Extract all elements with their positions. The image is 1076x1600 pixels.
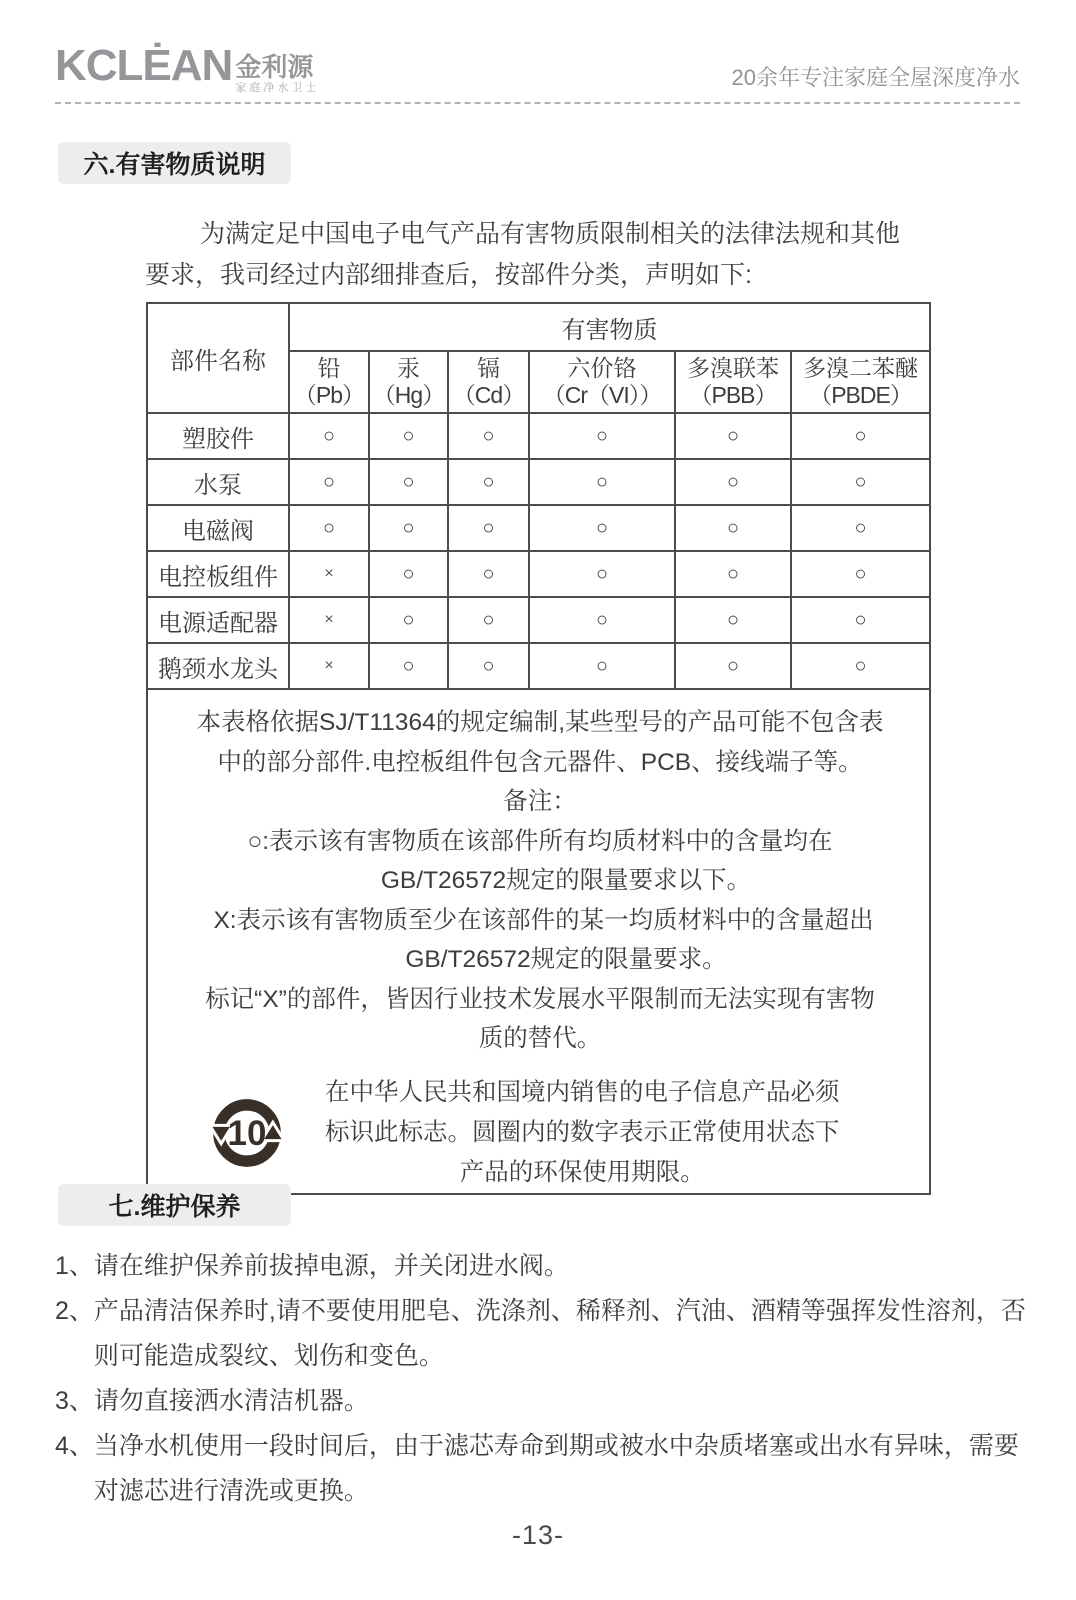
col-header-text: 多溴二苯醚 (803, 355, 919, 381)
mark-cell: ○ (448, 551, 529, 597)
mark-cell: ○ (369, 643, 448, 689)
brand-logo (55, 41, 320, 94)
mark-cell: ○ (369, 597, 448, 643)
col-header-cadmium (448, 351, 529, 413)
table-header-row-group (147, 303, 930, 351)
list-item-number: 2、 (55, 1297, 94, 1325)
col-header-text: 镉 (477, 355, 500, 381)
col-header-lead (289, 351, 369, 413)
rohs-text-line: 在中华人民共和国境内销售的电子信息产品必须 (325, 1078, 840, 1106)
mark-cell: ○ (675, 413, 791, 459)
note-line: 标记“X”的部件，皆因行业技术发展水平限制而无法实现有害物 (205, 985, 875, 1013)
mark-cell: ○ (675, 505, 791, 551)
rohs-mark-block (163, 1073, 917, 1193)
mark-cell: ○ (675, 459, 791, 505)
note-line: GB/T26572规定的限量要求。 (405, 946, 727, 973)
note-line: 本表格依据SJ/T11364的规定编制,某些型号的产品可能不包含表 (196, 709, 884, 736)
intro-line-1: 为满定足中国电子电气产品有害物质限制相关的法律法规和其他 (200, 220, 901, 248)
mark-cell: ○ (791, 597, 930, 643)
mark-cell: ○ (529, 551, 675, 597)
mark-cell: × (289, 643, 369, 689)
part-name-cell: 电源适配器 (147, 597, 289, 643)
brand-logo-wordmark: KCLĖAN (55, 41, 233, 90)
mark-cell: ○ (448, 597, 529, 643)
col-header-text: 多溴联苯 (687, 355, 779, 381)
page-number: -13- (511, 1520, 564, 1550)
mark-cell: ○ (791, 413, 930, 459)
part-name-cell: 鹅颈水龙头 (147, 643, 289, 689)
col-header-pbb (675, 351, 791, 413)
rohs-text-line: 标识此标志。圆圈内的数字表示正常使用状态下 (325, 1118, 840, 1146)
mark-cell: ○ (529, 413, 675, 459)
col-header-pbde (791, 351, 930, 413)
note-line: ○:表示该有害物质在该部件所有均质材料中的含量均在 (247, 827, 833, 855)
col-header-mercury (369, 351, 448, 413)
mark-cell: ○ (369, 505, 448, 551)
rohs-epup-10-icon (209, 1095, 285, 1171)
rohs-text-line: 产品的环保使用期限。 (459, 1158, 705, 1186)
note-line: X:表示该有害物质至少在该部件的某一均质材料中的含量超出 (213, 906, 874, 934)
table-row (147, 505, 930, 551)
mark-cell: ○ (675, 551, 791, 597)
page-header (55, 41, 1020, 94)
maintenance-list (55, 1244, 1033, 1514)
mark-cell: ○ (289, 413, 369, 459)
note-line: 中的部分部件.电控板组件包含元器件、PCB、接线端子等。 (217, 748, 863, 776)
mark-cell: ○ (529, 597, 675, 643)
list-item (55, 1379, 1033, 1424)
mark-cell: ○ (369, 413, 448, 459)
mark-cell: ○ (529, 643, 675, 689)
mark-cell: ○ (289, 505, 369, 551)
table-row (147, 459, 930, 505)
mark-cell: ○ (448, 413, 529, 459)
part-name-cell: 水泵 (147, 459, 289, 505)
list-item-text: 产品清洁保养时,请不要使用肥皂、洗涤剂、稀释剂、汽油、酒精等强挥发性溶剂，否则可能造成裂纹、划伤和变色。 (93, 1297, 1026, 1370)
mark-cell: ○ (791, 459, 930, 505)
list-item-text: 当净水机使用一段时间后，由于滤芯寿命到期或被水中杂质堵塞或出水有异味，需要对滤芯进行清洗或更换。 (93, 1432, 1019, 1505)
hazard-intro-paragraph (145, 214, 963, 296)
col-header-text: 铅 (317, 355, 341, 381)
table-notes-cell (147, 689, 930, 1194)
col-header-symbol: （Hg） (372, 382, 445, 408)
list-item (55, 1289, 1033, 1379)
mark-cell: ○ (448, 505, 529, 551)
mark-cell: ○ (529, 505, 675, 551)
mark-cell: ○ (675, 643, 791, 689)
col-header-symbol: （PBDE） (809, 382, 912, 408)
intro-line-2: 要求，我司经过内部细排查后，按部件分类，声明如下: (145, 261, 752, 289)
mark-cell: ○ (791, 505, 930, 551)
list-item-number: 3、 (55, 1387, 94, 1415)
col-header-text: 汞 (397, 355, 420, 381)
table-row (147, 643, 930, 689)
brand-logo-slogan: 家庭净水卫士 (235, 82, 320, 94)
col-header-hexavalent-chromium (529, 351, 675, 413)
mark-cell: ○ (448, 459, 529, 505)
section6-title: 六.有害物质说明 (58, 142, 291, 184)
table-notes-row (147, 689, 930, 1194)
section7-title: 七.维护保养 (58, 1184, 291, 1226)
part-name-cell: 电控板组件 (147, 551, 289, 597)
header-divider (55, 102, 1020, 104)
list-item (55, 1424, 1033, 1514)
mark-cell: ○ (675, 597, 791, 643)
mark-cell: × (289, 551, 369, 597)
mark-cell: ○ (791, 643, 930, 689)
mark-cell: × (289, 597, 369, 643)
note-line: 质的替代。 (478, 1025, 602, 1052)
col-header-text: 六价铬 (567, 355, 637, 381)
col-header-hazardous-substances: 有害物质 (289, 303, 930, 351)
brand-logo-cn-name: 金利源 (235, 52, 314, 82)
mark-cell: ○ (369, 459, 448, 505)
hazardous-substances-table (146, 302, 931, 1195)
col-header-symbol: （Cd） (452, 382, 525, 408)
table-row (147, 597, 930, 643)
col-header-symbol: （Cr（VI）） (542, 382, 662, 408)
mark-cell: ○ (289, 459, 369, 505)
header-tagline: 20余年专注家庭全屋深度净水 (731, 65, 1020, 90)
table-row (147, 551, 930, 597)
col-header-symbol: （Pb） (293, 382, 365, 408)
table-row (147, 413, 930, 459)
list-item-number: 1、 (55, 1252, 94, 1280)
list-item-text: 请在维护保养前拔掉电源，并关闭进水阀。 (93, 1252, 569, 1280)
brand-logo-chinese (235, 54, 319, 94)
col-header-symbol: （PBB） (689, 382, 777, 408)
part-name-cell: 电磁阀 (147, 505, 289, 551)
mark-cell: ○ (791, 551, 930, 597)
list-item-text: 请勿直接洒水清洁机器。 (93, 1387, 369, 1415)
mark-cell: ○ (369, 551, 448, 597)
col-header-part-name: 部件名称 (147, 303, 289, 413)
list-item-number: 4、 (55, 1432, 94, 1460)
part-name-cell: 塑胶件 (147, 413, 289, 459)
mark-cell: ○ (529, 459, 675, 505)
note-line: 备注： (503, 788, 577, 815)
list-item (55, 1244, 1033, 1289)
mark-cell: ○ (448, 643, 529, 689)
note-line: GB/T26572规定的限量要求以下。 (380, 867, 752, 894)
rohs-description (325, 1073, 840, 1193)
rohs-number: 10 (227, 1113, 267, 1153)
